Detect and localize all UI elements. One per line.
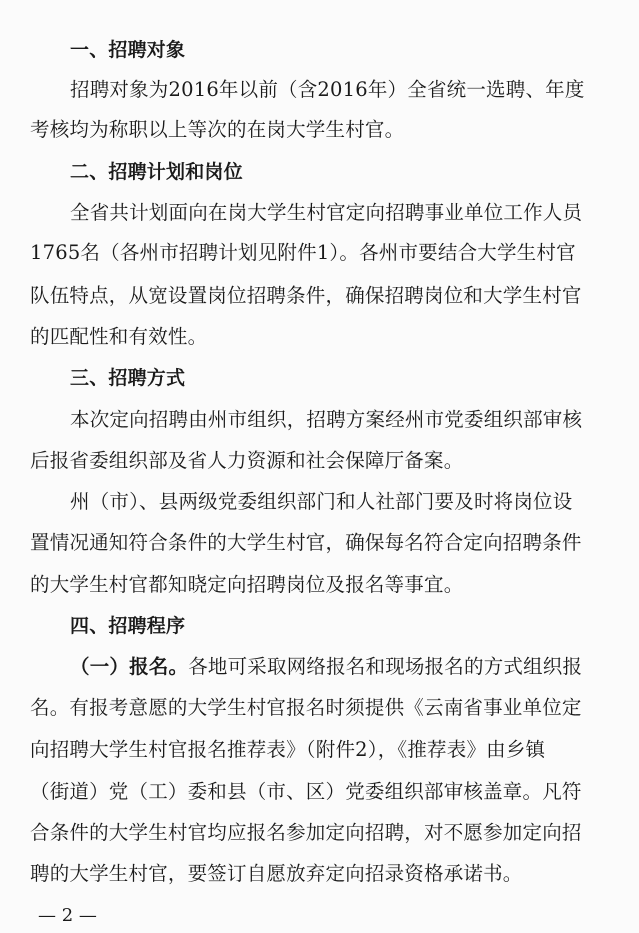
paragraph-line: 1765名（各州市招聘计划见附件1）。各州市要结合大学生村官 <box>30 241 576 264</box>
paragraph-line <box>70 652 582 682</box>
paragraph-text: 各地可采取网络报名和现场报名的方式组织报 <box>188 655 583 678</box>
paragraph-line: 向招聘大学生村官报名推荐表》（附件2），《推荐表》由乡镇 <box>30 738 546 761</box>
section-heading-3: 三、招聘方式 <box>70 367 186 389</box>
paragraph-line: 名。有报考意愿的大学生村官报名时须提供《云南省事业单位定 <box>30 696 582 719</box>
paragraph-line: 合条件的大学生村官均应报名参加定向招聘，对不愿参加定向招 <box>30 821 582 844</box>
paragraph-line: 的匹配性和有效性。 <box>30 325 208 348</box>
section-heading-4: 四、招聘程序 <box>70 615 186 637</box>
section-heading-2: 二、招聘计划和岗位 <box>70 161 243 183</box>
page-number: — 2 — <box>38 905 97 926</box>
paragraph-line: 招聘对象为2016年以前（含2016年）全省统一选聘、年度 <box>70 78 585 101</box>
paragraph-line: 州（市）、县两级党委组织部门和人社部门要及时将岗位设 <box>70 490 573 513</box>
subheading-registration: （一）报名。 <box>70 655 189 678</box>
paragraph-line: 队伍特点，从宽设置岗位招聘条件，确保招聘岗位和大学生村官 <box>30 284 582 307</box>
paragraph-line: 本次定向招聘由州市组织，招聘方案经州市党委组织部审核 <box>70 408 583 431</box>
section-heading-1: 一、招聘对象 <box>70 39 186 61</box>
paragraph-line: 聘的大学生村官，要签订自愿放弃定向招录资格承诺书。 <box>30 862 523 885</box>
paragraph-line: 全省共计划面向在岗大学生村官定向招聘事业单位工作人员 <box>70 201 583 224</box>
paragraph-line: 的大学生村官都知晓定向招聘岗位及报名等事宜。 <box>30 573 464 596</box>
paragraph-line: 后报省委组织部及省人力资源和社会保障厅备案。 <box>30 449 464 472</box>
paragraph-line: 置情况通知符合条件的大学生村官，确保每名符合定向招聘条件 <box>30 531 582 554</box>
paragraph-line: （街道）党（工）委和县（市、区）党委组织部审核盖章。凡符 <box>30 780 582 803</box>
paragraph-line: 考核均为称职以上等次的在岗大学生村官。 <box>30 118 405 141</box>
